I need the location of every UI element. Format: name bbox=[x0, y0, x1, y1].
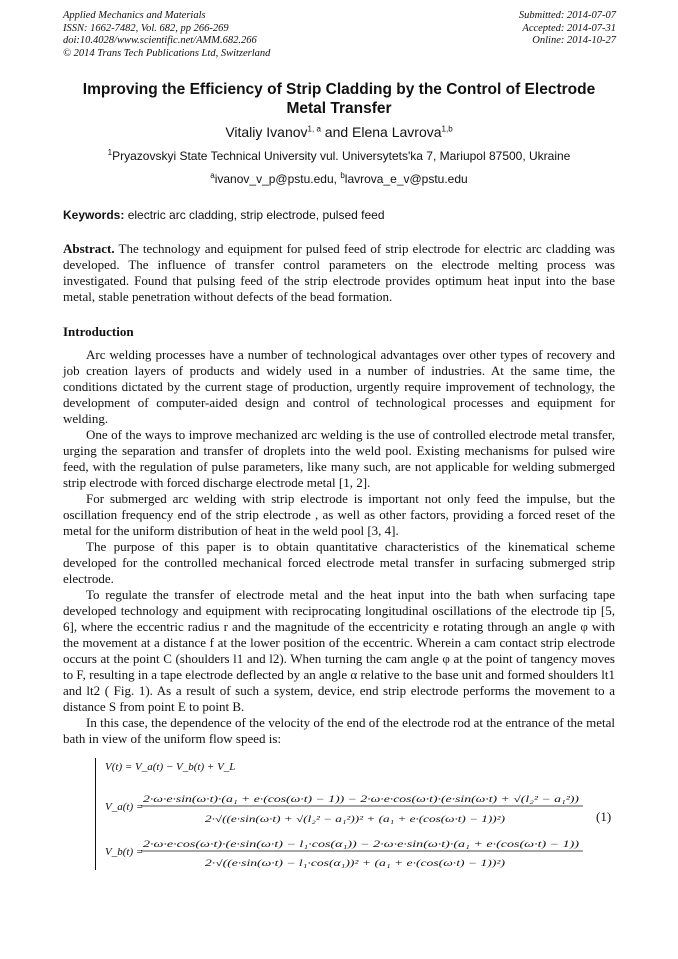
equation-svg bbox=[95, 758, 615, 870]
author-2-affil: 1,b bbox=[441, 124, 453, 134]
header-right bbox=[519, 10, 616, 48]
journal-name: Applied Mechanics and Materials bbox=[63, 10, 206, 21]
equation-vb-denominator: 2·√((e·sin(ω·t) − l₁·cos(α₁))² + (a₁ + e·(cos(ω·t) − 1))²) bbox=[205, 858, 505, 868]
abstract bbox=[63, 241, 615, 305]
email-b[interactable]: lavrova_e_v@pstu.edu bbox=[344, 172, 468, 186]
email-separator: , bbox=[333, 172, 341, 186]
keywords-label: Keywords: bbox=[63, 208, 125, 222]
paragraph: In this case, the dependence of the velocity of the end of the electrode rod at the entrance of the metal bath in view of the uniform flow speed is: bbox=[63, 715, 615, 746]
header-left bbox=[63, 10, 270, 60]
equation-va-numerator: 2·ω·e·sin(ω·t)·(a₁ + e·(cos(ω·t) − 1)) − 2·ω·e·cos(ω·t)·(e·sin(ω·t) + √(l₂² − a₁²)) bbox=[143, 794, 579, 804]
doi-line[interactable]: doi:10.4028/www.scientific.net/AMM.682.266 bbox=[63, 35, 257, 46]
copyright-line: © 2014 Trans Tech Publications Ltd, Switzerland bbox=[63, 47, 271, 59]
online-date: Online: 2014-10-27 bbox=[532, 35, 616, 46]
author-2: Elena Lavrova bbox=[352, 124, 442, 140]
paragraph: For submerged arc welding with strip electrode is important not only feed the impulse, but the oscillation frequency end of the strip electrode , as well as other factors, providing a forced reset of the metal for the uniform distribution of heat in the weld pool [3, 4]. bbox=[63, 491, 615, 538]
author-line bbox=[63, 124, 615, 140]
email-b-marker: b bbox=[340, 171, 345, 180]
submitted-date: Submitted: 2014-07-07 bbox=[518, 10, 616, 21]
paragraph: The purpose of this paper is to obtain quantitative characteristics of the kinematical scheme developed for the controlled mechanical forced electrode metal transfer in surfacing submerged strip electrode. bbox=[63, 539, 615, 586]
affiliation-marker: 1 bbox=[107, 148, 113, 157]
section-heading-introduction: Introduction bbox=[63, 324, 134, 339]
paragraph: One of the ways to improve mechanized arc welding is the use of controlled electrode metal transfer, urging the separation and transfer of droplets into the weld pool. Existing mechanisms for pulsed wire feed, with the regulation of pulse parameters, like many such, are not applicable for welding submerged strip electrode with forced discharge electrode metal [1, 2]. bbox=[63, 427, 615, 490]
introduction-body bbox=[63, 347, 615, 747]
equation-vb-numerator: 2·ω·e·cos(ω·t)·(e·sin(ω·t) − l₁·cos(α₁)) − 2·ω·e·sin(ω·t)·(a₁ + e·(cos(ω·t) − 1)) bbox=[143, 839, 579, 849]
keywords-text: electric arc cladding, strip electrode, pulsed feed bbox=[124, 208, 385, 222]
email-line bbox=[63, 172, 615, 186]
issn-line: ISSN: 1662-7482, Vol. 682, pp 266-269 bbox=[63, 22, 229, 34]
equation-number: (1) bbox=[596, 809, 612, 824]
keywords bbox=[63, 208, 615, 222]
equation-line-v: V(t) = V_a(t) − V_b(t) + V_L bbox=[105, 761, 236, 773]
affiliation bbox=[40, 149, 638, 163]
equation-vb-lhs: V_b(t) = bbox=[105, 846, 144, 858]
equation-va-lhs: V_a(t) = bbox=[105, 801, 144, 813]
author-1-affil: 1, a bbox=[307, 124, 321, 134]
abstract-label: Abstract. bbox=[63, 241, 115, 256]
accepted-date: Accepted: 2014-07-31 bbox=[522, 22, 616, 34]
affiliation-text: Pryazovskyi State Technical University vul. Universytets'ka 7, Mariupol 87500, Ukraine bbox=[112, 149, 571, 163]
email-a-marker: a bbox=[210, 171, 215, 180]
paper-title: Improving the Efficiency of Strip Cladding by the Control of Electrode Metal Transfer bbox=[82, 81, 596, 117]
paragraph: Arc welding processes have a number of technological advantages over other types of recovery and job creation layers of products and widely used in a number of industries. At the same time, the conditions dictated by the current stage of production, urgently require improvement of technology, the development of computer-aided design and control of technological processes and equipment for welding. bbox=[63, 347, 615, 426]
abstract-text: The technology and equipment for pulsed feed of strip electrode for electric arc cladding was developed. The influence of transfer control parameters on the electrode melting process was investigated. Found that pulsing feed of the strip electrode provides optimum heat input into the base metal, stable penetration without defects of the bead formation. bbox=[63, 241, 615, 304]
author-1: Vitaliy Ivanov bbox=[225, 124, 308, 140]
equation-va-denominator: 2·√((e·sin(ω·t) + √(l₂² − a₁²))² + (a₁ + e·(cos(ω·t) − 1))²) bbox=[205, 814, 505, 824]
email-a[interactable]: ivanov_v_p@pstu.edu bbox=[214, 172, 334, 186]
paragraph: To regulate the transfer of electrode metal and the heat input into the bath when surfacing tape developed technology and equipment with reciprocating longitudinal oscillations of the electrode tip [5, 6], where the eccentric radius r and the magnitude of the eccentricity e rotating through an angle φ with the movement at a distance f at the lower position of the eccentric. Wherein a cam contact strip electrode occurs at the point C (shoulders l1 and l2). When turning the cam angle φ at the point of tangency moves to F, resulting in a tape electrode deflected by an angle α relative to the base unit and formed shoulders lt1 and lt2 ( Fig. 1). As a result of such a system, device, end strip electrode performs the movement to a distance S from point E to point B. bbox=[63, 587, 615, 714]
equation-block bbox=[95, 758, 615, 870]
author-connector: and bbox=[320, 124, 353, 140]
